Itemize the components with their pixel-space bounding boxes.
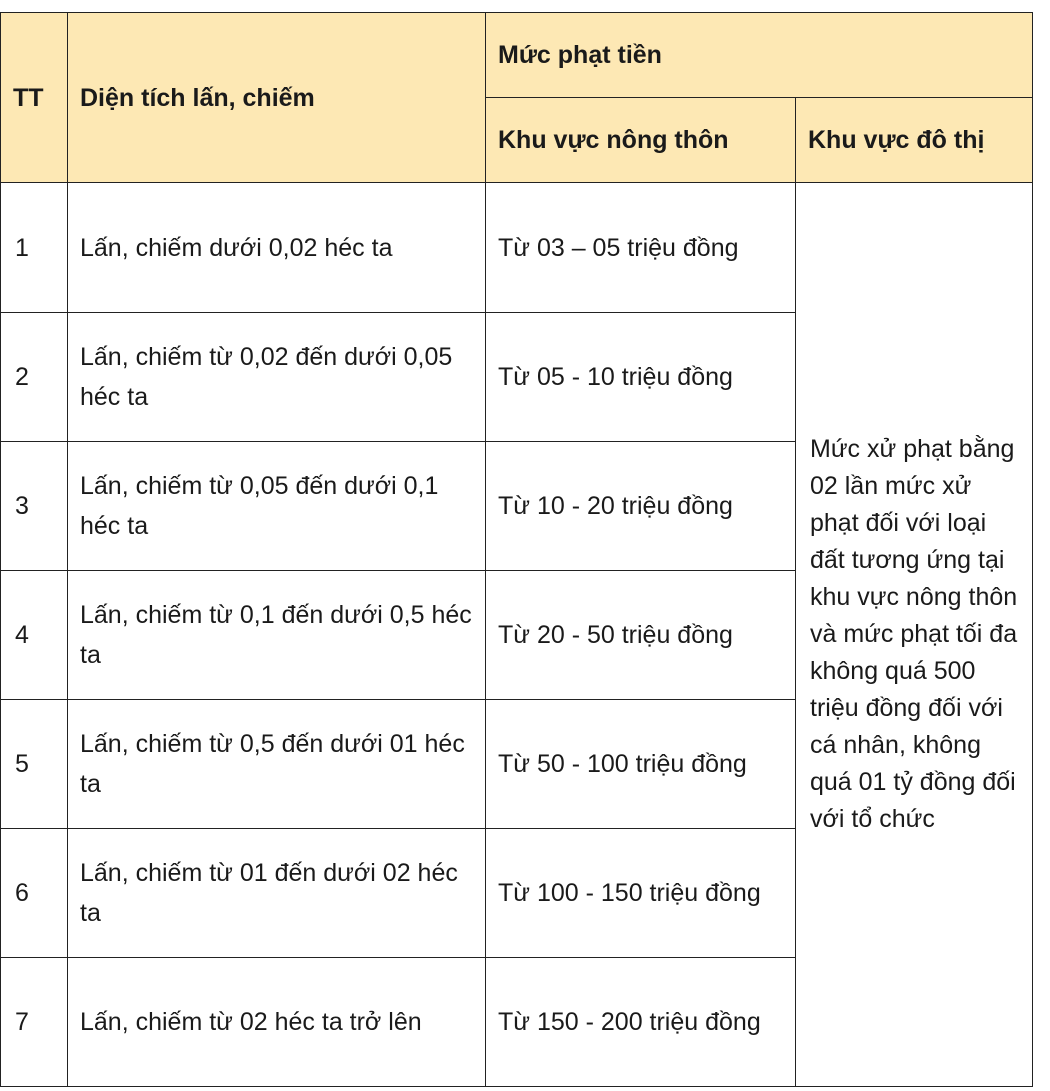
fine-table (0, 12, 1033, 1087)
row-tt: 7 (1, 958, 68, 1087)
header-fine: Mức phạt tiền (486, 13, 1033, 98)
row-area: Lấn, chiếm từ 0,5 đến dưới 01 héc ta (68, 700, 486, 829)
row-tt: 2 (1, 313, 68, 442)
row-rural-fine: Từ 20 - 50 triệu đồng (486, 571, 796, 700)
fine-table-container (0, 12, 1033, 1087)
row-rural-fine: Từ 10 - 20 triệu đồng (486, 442, 796, 571)
header-row-1 (1, 13, 1033, 98)
row-tt: 1 (1, 183, 68, 313)
row-tt: 6 (1, 829, 68, 958)
row-area: Lấn, chiếm dưới 0,02 héc ta (68, 183, 486, 313)
row-area: Lấn, chiếm từ 0,05 đến dưới 0,1 héc ta (68, 442, 486, 571)
row-tt: 4 (1, 571, 68, 700)
header-tt: TT (1, 13, 68, 183)
row-area: Lấn, chiếm từ 01 đến dưới 02 héc ta (68, 829, 486, 958)
header-urban: Khu vực đô thị (796, 98, 1033, 183)
row-rural-fine: Từ 100 - 150 triệu đồng (486, 829, 796, 958)
row-rural-fine: Từ 50 - 100 triệu đồng (486, 700, 796, 829)
header-area: Diện tích lấn, chiếm (68, 13, 486, 183)
row-area: Lấn, chiếm từ 0,02 đến dưới 0,05 héc ta (68, 313, 486, 442)
row-tt: 5 (1, 700, 68, 829)
row-tt: 3 (1, 442, 68, 571)
row-rural-fine: Từ 150 - 200 triệu đồng (486, 958, 796, 1087)
table-row (1, 183, 1033, 313)
row-rural-fine: Từ 05 - 10 triệu đồng (486, 313, 796, 442)
row-area: Lấn, chiếm từ 0,1 đến dưới 0,5 héc ta (68, 571, 486, 700)
row-rural-fine: Từ 03 – 05 triệu đồng (486, 183, 796, 313)
row-area: Lấn, chiếm từ 02 héc ta trở lên (68, 958, 486, 1087)
urban-fine-note: Mức xử phạt bằng 02 lần mức xử phạt đối với loại đất tương ứng tại khu vực nông thôn và mức phạt tối đa không quá 500 triệu đồng đối với cá nhân, không quá 01 tỷ đồng đối với tổ chức (796, 183, 1033, 1087)
header-rural: Khu vực nông thôn (486, 98, 796, 183)
